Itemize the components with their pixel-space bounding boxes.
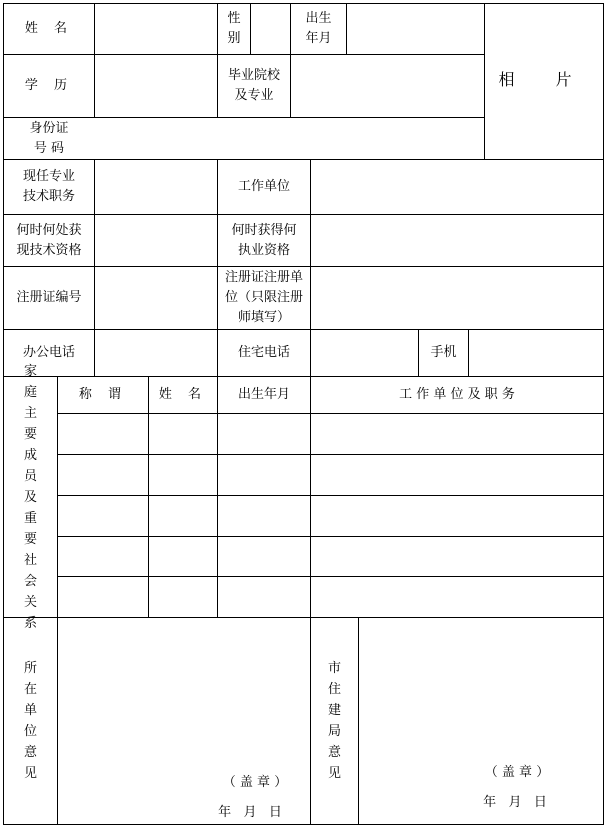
rule <box>468 329 469 376</box>
bureau-date: 年 月 日 <box>483 795 547 810</box>
birth-label: 出生 年月 <box>305 11 332 46</box>
family-label-cell <box>4 363 57 631</box>
rule <box>250 3 251 54</box>
mobile-label: 手机 <box>430 345 457 360</box>
office-phone-label: 办公电话 <box>22 345 75 360</box>
rule <box>346 3 347 54</box>
photo-label: 相 片 <box>498 70 590 89</box>
bureau-seal: （ 盖 章 ） <box>484 765 550 780</box>
education-label: 学 历 <box>24 78 74 93</box>
rule <box>358 617 359 825</box>
bureau-opinion-cell <box>311 618 358 824</box>
rule <box>57 576 604 577</box>
rule <box>3 617 604 618</box>
gender-label: 性 别 <box>227 11 241 46</box>
qualification-label: 何时何处获 现技术资格 <box>16 222 82 258</box>
unit-date: 年 月 日 <box>218 805 282 820</box>
rule <box>57 413 604 414</box>
reg-no-label: 注册证编号 <box>16 290 82 305</box>
rule <box>3 824 604 825</box>
rule <box>57 376 58 825</box>
family-header-work: 工 作 单 位 及 职 务 <box>399 387 515 402</box>
rule <box>57 536 604 537</box>
family-header-birth: 出生年月 <box>237 387 290 402</box>
id-label: 身份证 号 码 <box>29 120 69 156</box>
bureau-opinion-label: 市住建局意见 <box>327 661 341 781</box>
rule <box>94 159 95 376</box>
name-label: 姓 名 <box>24 21 74 36</box>
school-label: 毕业院校 及专业 <box>227 68 280 103</box>
reg-unit-label: 注册证注册单 位（只限注册 师填写） <box>224 270 303 325</box>
family-label: 家庭主要成员及重要社会关系 <box>23 363 37 631</box>
home-phone-label: 住宅电话 <box>237 345 290 360</box>
unit-opinion-cell <box>4 618 57 824</box>
title-label: 现任专业 技术职务 <box>22 169 75 204</box>
rule <box>94 3 95 117</box>
unit-seal: （ 盖 章 ） <box>222 775 288 790</box>
unit-opinion-label: 所在单位意见 <box>23 661 37 781</box>
rule <box>290 54 291 117</box>
family-header-relation: 称 谓 <box>78 387 128 402</box>
workplace-label: 工作单位 <box>237 179 290 194</box>
license-label: 何时获得何 执业资格 <box>231 222 297 258</box>
rule <box>57 454 604 455</box>
rule <box>57 495 604 496</box>
rule <box>603 3 604 825</box>
family-header-name: 姓 名 <box>158 387 208 402</box>
